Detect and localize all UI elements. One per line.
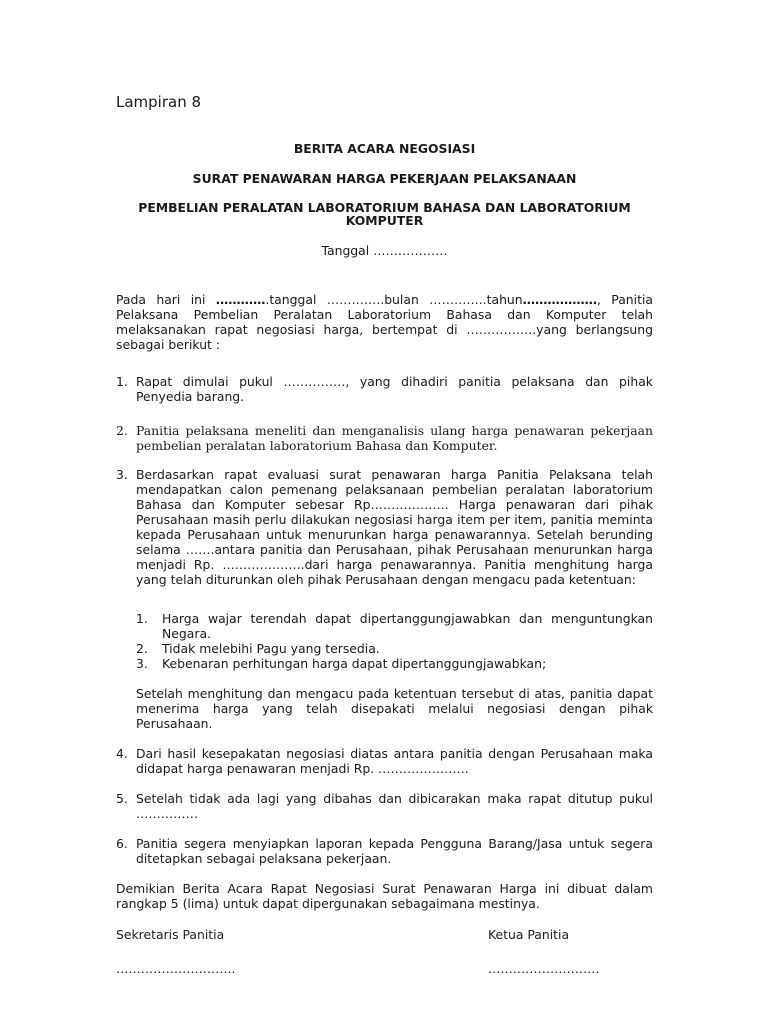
date-line: Tanggal ……………… (321, 243, 448, 258)
sub-list-text: Tidak melebihi Pagu yang tersedia. (162, 641, 380, 656)
sub-list-item (136, 611, 653, 641)
opening-text-e: , Panitia Pelaksana Pembelian Peralatan Laboratorium Bahasa dan Komputer telah melaksanakan rapat negosiasi harga, bertempat di ……………..yang berlangsung sebagai berikut : (116, 292, 653, 352)
sub-list (136, 611, 653, 671)
list-item-3 (116, 467, 653, 587)
list-item-5 (116, 791, 653, 821)
list-number: 5. (116, 791, 128, 806)
list-text: Dari hasil kesepakatan negosiasi diatas antara panitia dengan Perusahaan maka didapat harga penawaran menjadi Rp. …………………. (136, 746, 653, 776)
document-title: BERITA ACARA NEGOSIASI (293, 141, 476, 156)
opening-day-blank: ………… (215, 292, 266, 307)
evaluation-result-paragraph: Setelah menghitung dan mengacu pada ketentuan tersebut di atas, panitia dapat menerima harga yang telah disepakati melalui negosiasi dengan pihak Perusahaan. (136, 686, 653, 731)
attachment-label: Lampiran 8 (116, 93, 202, 111)
opening-paragraph (116, 292, 653, 352)
list-text: Panitia segera menyiapkan laporan kepada Pengguna Barang/Jasa untuk segera ditetapkan sebagai pelaksana pekerjaan. (136, 836, 653, 866)
chairman-signature-title: Ketua Panitia (488, 927, 570, 942)
secretary-signature-title: Sekretaris Panitia (116, 927, 225, 942)
chairman-signature-line: ……………………… (488, 961, 600, 976)
list-text: Panitia pelaksana meneliti dan menganalisis ulang harga penawaran pekerjaan pembelian peralatan laboratorium Bahasa dan Komputer. (136, 423, 653, 453)
list-item-2 (116, 423, 653, 453)
sub-list-number: 3. (136, 656, 148, 671)
closing-paragraph: Demikian Berita Acara Rapat Negosiasi Surat Penawaran Harga ini dibuat dalam rangkap 5 (lima) untuk dapat dipergunakan sebagaimana mestinya. (116, 881, 653, 911)
document-subject: PEMBELIAN PERALATAN LABORATORIUM BAHASA DAN LABORATORIUM KOMPUTER (138, 200, 631, 228)
sub-list-item (136, 641, 653, 656)
sub-list-number: 1. (136, 611, 148, 626)
list-text: Rapat dimulai pukul ……………, yang dihadiri panitia pelaksana dan pihak Penyedia barang. (136, 374, 653, 404)
list-number: 4. (116, 746, 128, 761)
list-item-4 (116, 746, 653, 776)
sub-list-number: 2. (136, 641, 148, 656)
sub-list-item (136, 656, 653, 671)
document-subtitle: SURAT PENAWARAN HARGA PEKERJAAN PELAKSANAAN (192, 171, 577, 186)
list-number: 3. (116, 467, 128, 482)
list-item-6 (116, 836, 653, 866)
secretary-signature-line: ……………………….. (116, 961, 236, 976)
list-number: 6. (116, 836, 128, 851)
list-text: Berdasarkan rapat evaluasi surat penawaran harga Panitia Pelaksana telah mendapatkan calon pemenang pelaksanaan pembelian peralatan laboratorium Bahasa dan Komputer sebesar Rp………………. Harga penawaran dari pihak Perusahaan masih perlu dilakukan negosiasi harga item per item, panitia meminta kepada Perusahaan untuk menurunkan harga penawarannya. Setelah berunding selama …….antara panitia dan Perusahaan, pihak Perusahaan menurunkan harga menjadi Rp. ………………..dari harga penawarannya. Panitia menghitung harga yang telah diturunkan oleh pihak Perusahaan dengan mengacu pada ketentuan: (136, 467, 653, 587)
list-number: 2. (116, 423, 128, 438)
sub-list-text: Kebenaran perhitungan harga dapat dipertanggungjawabkan; (162, 656, 547, 671)
opening-text-c: .tanggal …………..bulan …………..tahun (265, 292, 523, 307)
opening-text-a: Pada hari ini (116, 292, 216, 307)
list-text: Setelah tidak ada lagi yang dibahas dan dibicarakan maka rapat ditutup pukul …………… (136, 791, 653, 821)
list-number: 1. (116, 374, 128, 389)
sub-list-text: Harga wajar terendah dapat dipertanggungjawabkan dan menguntungkan Negara. (162, 611, 653, 641)
opening-year-blank: ……………… (522, 292, 597, 307)
list-item-1 (116, 374, 653, 404)
